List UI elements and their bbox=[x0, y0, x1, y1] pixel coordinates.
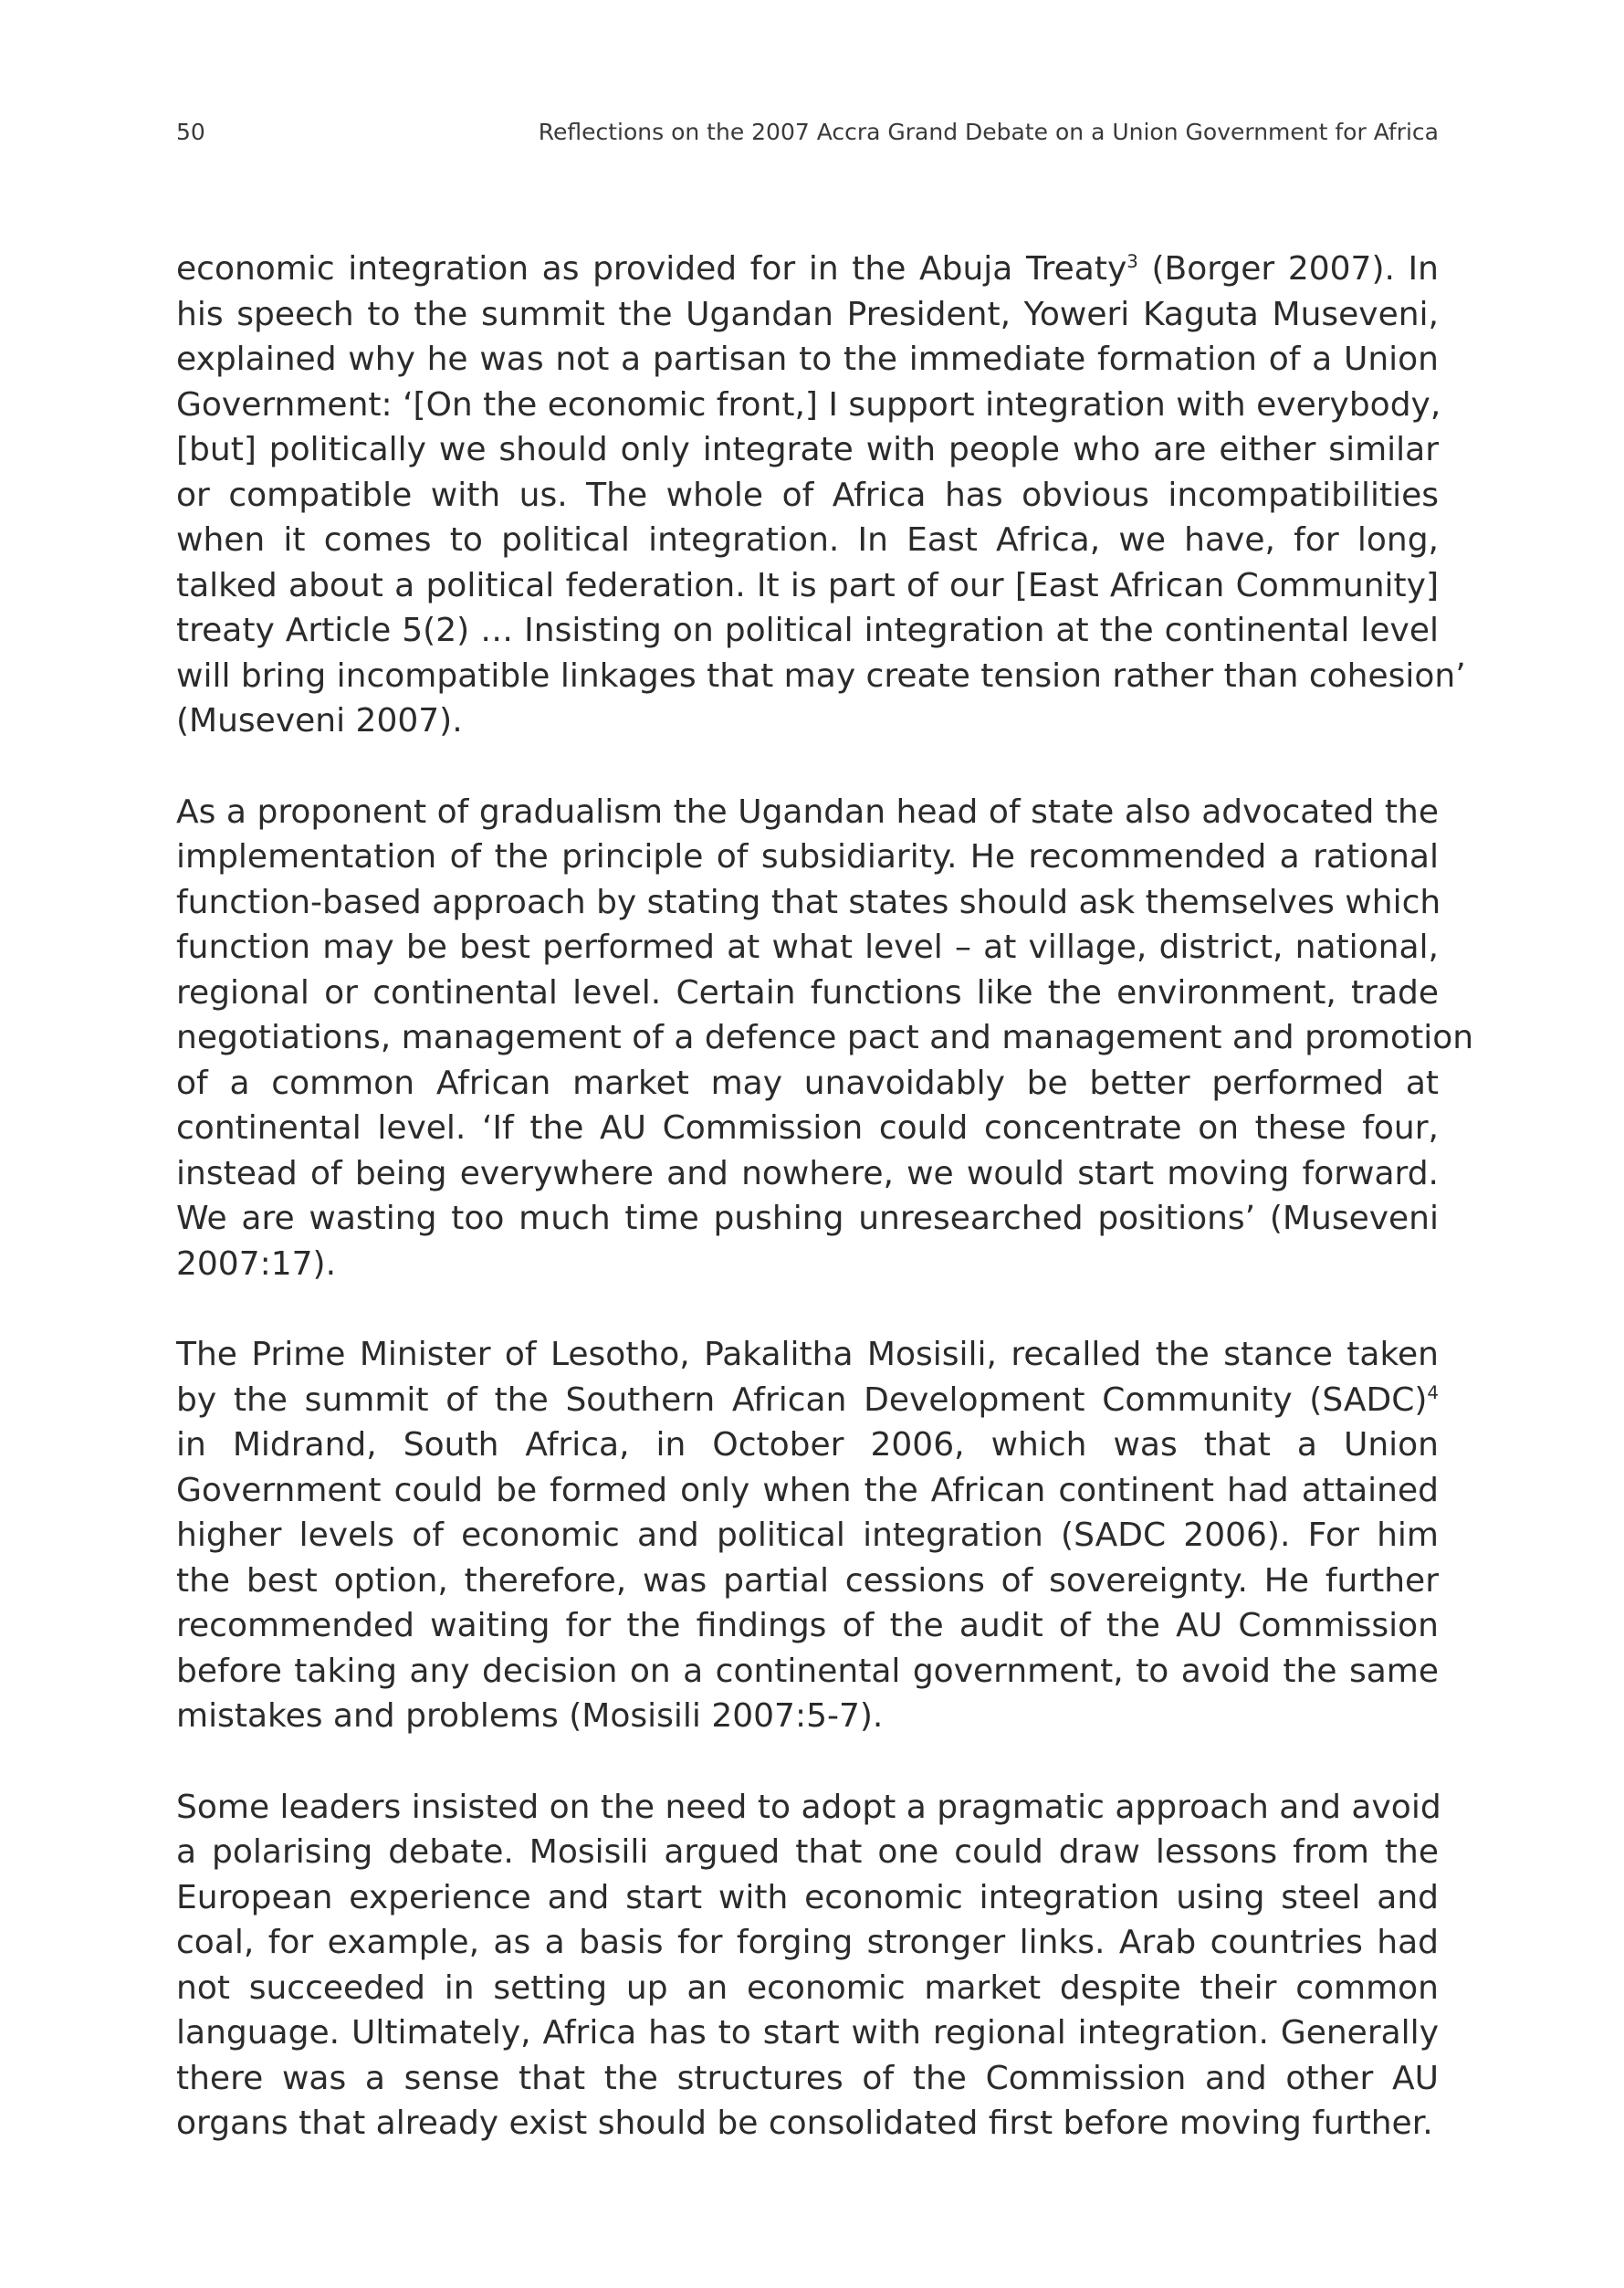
text-line: his speech to the summit the Ugandan President, Yoweri Kaguta Museveni, bbox=[176, 295, 1439, 333]
text-line: the best option, therefore, was partial cessions of sovereignty. He further bbox=[176, 1561, 1439, 1600]
text-line: implementation of the principle of subsidiarity. He recommended a rational bbox=[176, 838, 1439, 876]
text-line: [but] politically we should only integrate with people who are either similar bbox=[176, 431, 1439, 468]
text-line: 2007:17). bbox=[176, 1244, 337, 1283]
body-text bbox=[176, 247, 1474, 2192]
paragraph bbox=[176, 247, 1466, 744]
text-line: will bring incompatible linkages that may create tension rather than cohesion’ bbox=[176, 656, 1466, 695]
text-line: in Midrand, South Africa, in October 2006, which was that a Union bbox=[176, 1426, 1439, 1464]
paragraph bbox=[176, 1332, 1439, 1739]
text-line: explained why he was not a partisan to the immediate formation of a Union bbox=[176, 341, 1439, 378]
text-line: a polarising debate. Mosisili argued that one could draw lessons from the bbox=[176, 1833, 1439, 1871]
running-title: Reflections on the 2007 Accra Grand Debate on a Union Government for Africa bbox=[538, 119, 1439, 145]
text-line: of a common African market may unavoidably be better performed at bbox=[176, 1064, 1439, 1102]
text-line: there was a sense that the structures of the Commission and other AU bbox=[176, 2059, 1439, 2097]
page-number: 50 bbox=[176, 119, 205, 145]
footnote-marker: 3 bbox=[1126, 251, 1138, 272]
text-line: mistakes and problems (Mosisili 2007:5-7). bbox=[176, 1697, 884, 1735]
text-line: negotiations, management of a defence pact and management and promotion bbox=[176, 1019, 1474, 1056]
text-line: As a proponent of gradualism the Ugandan head of state also advocated the bbox=[176, 792, 1439, 831]
text-line: The Prime Minister of Lesotho, Pakalitha Mosisili, recalled the stance taken bbox=[176, 1336, 1439, 1373]
text-line: recommended waiting for the findings of the audit of the AU Commission bbox=[176, 1607, 1439, 1644]
text-line: (Museveni 2007). bbox=[176, 702, 463, 740]
text-segment: by the summit of the Southern African Development Community (SADC) bbox=[176, 1380, 1428, 1419]
paragraph bbox=[176, 1785, 1439, 2146]
text-segment: economic integration as provided for in the Abuja Treaty bbox=[176, 250, 1127, 288]
text-line: higher levels of economic and political integration (SADC 2006). For him bbox=[176, 1517, 1439, 1554]
text-line: not succeeded in setting up an economic market despite their common bbox=[176, 1968, 1439, 2007]
text-line: Government: ‘[On the economic front,] I support integration with everybody, bbox=[176, 385, 1441, 424]
footnote-marker: 4 bbox=[1427, 1381, 1439, 1403]
text-line: European experience and start with economic integration using steel and bbox=[176, 1878, 1439, 1916]
text-line: We are wasting too much time pushing unresearched positions’ (Museveni bbox=[176, 1200, 1439, 1237]
text-segment: (Borger 2007). In bbox=[1137, 250, 1439, 288]
text-line bbox=[176, 247, 1439, 292]
text-line: regional or continental level. Certain functions like the environment, trade bbox=[176, 973, 1439, 1012]
paragraph bbox=[176, 790, 1474, 1287]
text-line: Some leaders insisted on the need to adopt a pragmatic approach and avoid bbox=[176, 1788, 1441, 1826]
text-line: continental level. ‘If the AU Commission could concentrate on these four, bbox=[176, 1109, 1439, 1147]
text-line: function may be best performed at what level – at village, district, national, bbox=[176, 929, 1439, 966]
text-line: when it comes to political integration. In East Africa, we have, for long, bbox=[176, 521, 1439, 559]
text-line: instead of being everywhere and nowhere, we would start moving forward. bbox=[176, 1154, 1439, 1192]
text-line: talked about a political federation. It is part of our [East African Community] bbox=[176, 566, 1439, 604]
text-line: or compatible with us. The whole of Africa has obvious incompatibilities bbox=[176, 476, 1439, 514]
text-line: function-based approach by stating that states should ask themselves which bbox=[176, 883, 1441, 921]
text-line: coal, for example, as a basis for forging stronger links. Arab countries had bbox=[176, 1924, 1439, 1961]
text-line: treaty Article 5(2) … Insisting on political integration at the continental level bbox=[176, 612, 1439, 649]
text-line: Government could be formed only when the African continent had attained bbox=[176, 1471, 1439, 1509]
text-line: organs that already exist should be consolidated first before moving further. bbox=[176, 2104, 1433, 2142]
running-head bbox=[176, 119, 1439, 155]
text-line: language. Ultimately, Africa has to start with regional integration. Generally bbox=[176, 2014, 1439, 2052]
text-line: before taking any decision on a continental government, to avoid the same bbox=[176, 1652, 1439, 1690]
text-line bbox=[176, 1378, 1439, 1423]
